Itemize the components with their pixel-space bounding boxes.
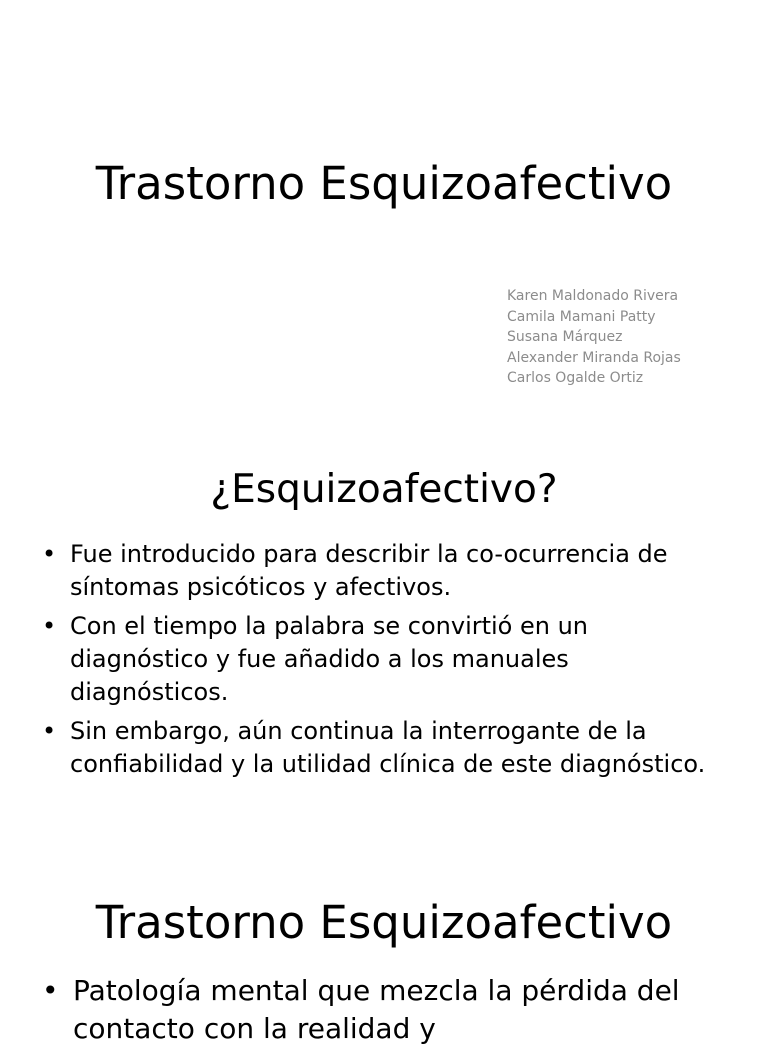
bullet-text: Fue introducido para describir la co-ocurrencia de síntomas psicóticos y afectivos.	[70, 540, 668, 601]
bullet-icon: •	[42, 540, 57, 568]
bullet-list	[42, 538, 732, 787]
slide-heading: ¿Esquizoafectivo?	[210, 467, 558, 512]
bullet-icon: •	[42, 717, 57, 745]
bullet-icon: •	[42, 974, 59, 1007]
bullet-item	[42, 972, 732, 1048]
slide-heading: Trastorno Esquizoafectivo	[95, 896, 673, 949]
author-name: Karen Maldonado Rivera	[507, 288, 679, 304]
presentation-title: Trastorno Esquizoafectivo	[95, 157, 673, 210]
bullet-list	[42, 972, 732, 1048]
author-list	[507, 286, 681, 389]
author-name: Carlos Ogalde Ortiz	[507, 370, 644, 387]
bullet-text: Patología mental que mezcla la pérdida del contacto con la realidad y	[73, 974, 680, 1045]
bullet-item	[42, 538, 732, 604]
bullet-item	[42, 610, 732, 709]
bullet-text: Sin embargo, aún continua la interrogante de la confiabilidad y la utilidad clínica de este diagnóstico.	[70, 717, 706, 778]
author-name: Alexander Miranda Rojas	[507, 349, 681, 366]
author-name: Camila Mamani Patty	[507, 308, 656, 325]
bullet-text: Con el tiempo la palabra se convirtió en un diagnóstico y fue añadido a los manuales diagnósticos.	[70, 612, 589, 706]
bullet-item	[42, 715, 732, 781]
bullet-icon: •	[42, 612, 57, 640]
author-name: Susana Márquez	[507, 329, 623, 346]
